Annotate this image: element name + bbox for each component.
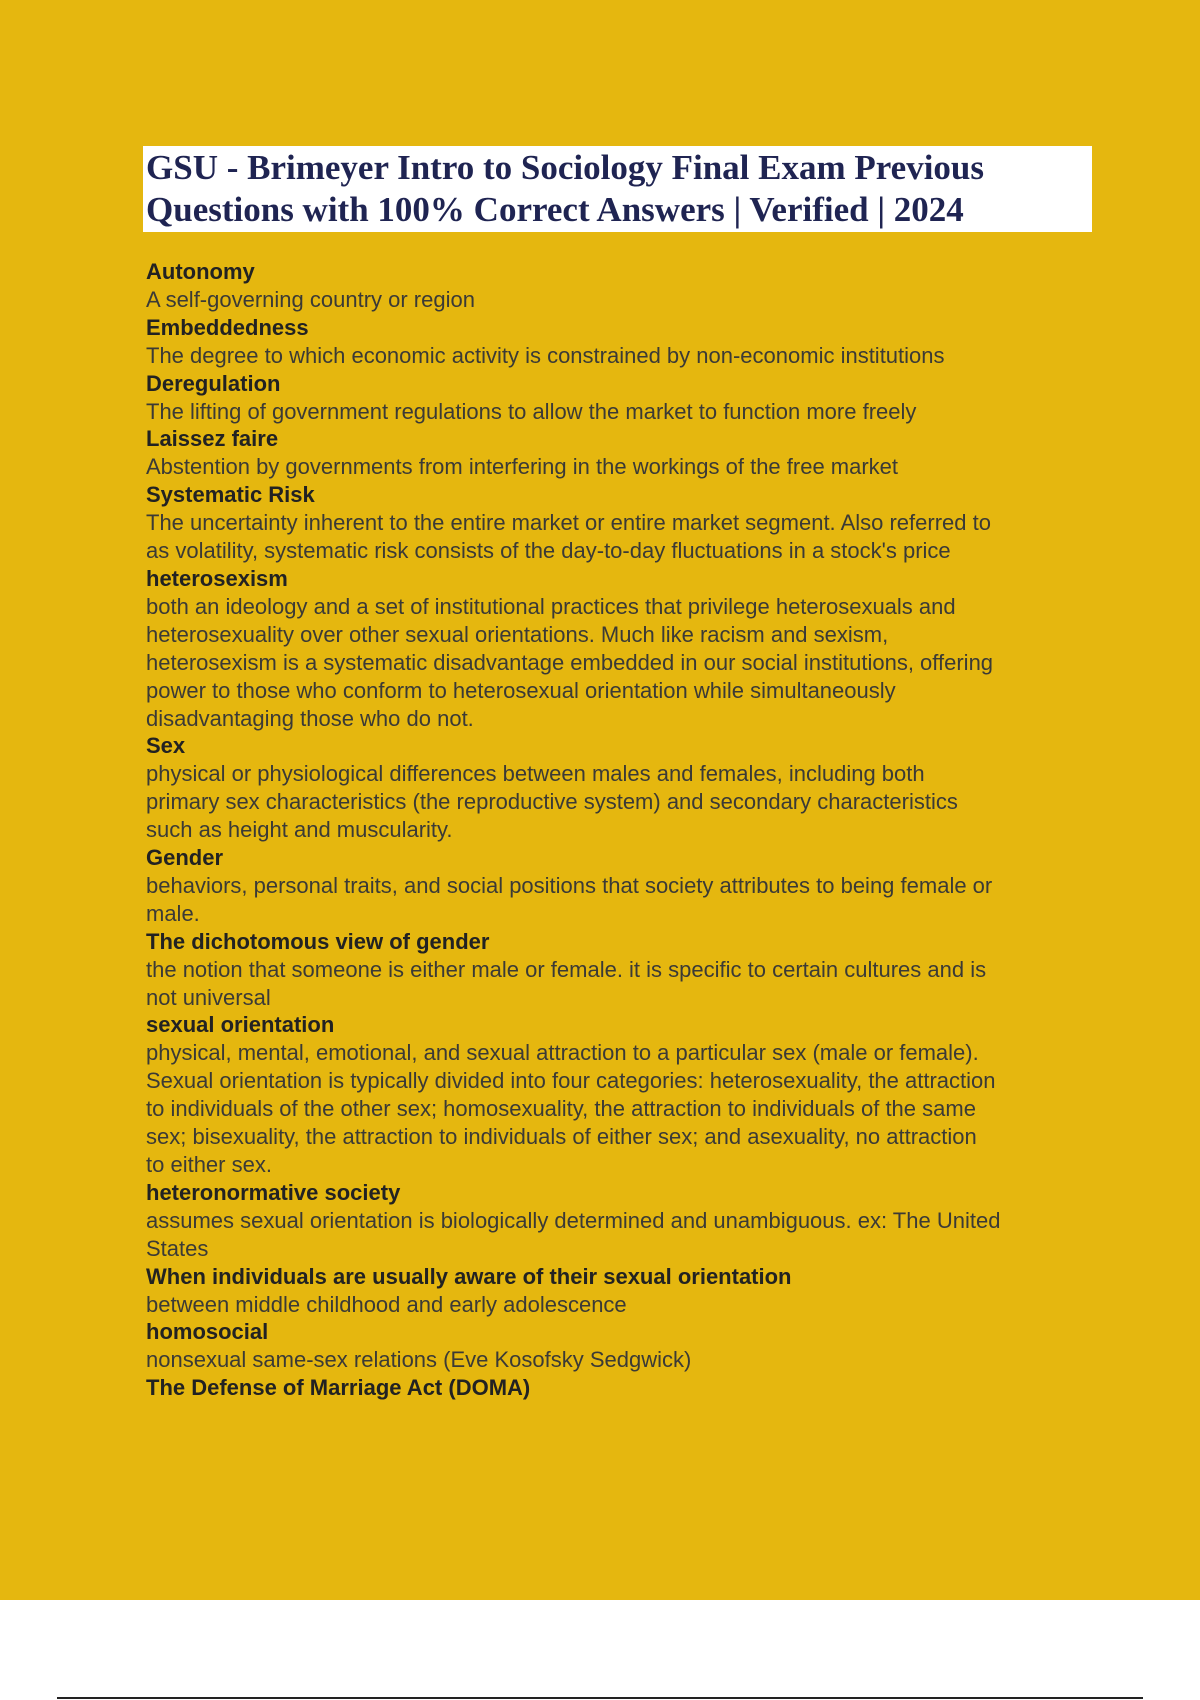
glossary-entry (146, 565, 1091, 732)
glossary-entry (146, 370, 1091, 426)
term-heading: homosocial (146, 1319, 269, 1345)
definition-line: to individuals of the other sex; homosexuality, the attraction to individuals of the same (146, 1096, 976, 1122)
term-heading: Embeddedness (146, 314, 309, 340)
definition-line: sex; bisexuality, the attraction to individuals of either sex; and asexuality, no attraction (146, 1124, 977, 1150)
definition-line: heterosexuality over other sexual orientations. Much like racism and sexism, (146, 621, 889, 647)
definition-line: power to those who conform to heterosexual orientation while simultaneously (146, 677, 896, 703)
definition-line: Sexual orientation is typically divided into four categories: heterosexuality, the attraction (146, 1068, 996, 1094)
definition-line: between middle childhood and early adolescence (146, 1291, 627, 1317)
glossary-entry (146, 928, 1091, 1012)
glossary-entry (146, 1179, 1091, 1263)
definition-line: male. (146, 900, 200, 926)
title-line-2: Questions with 100% Correct Answers | Verified | 2024 (146, 190, 964, 229)
definition-line: disadvantaging those who do not. (146, 705, 474, 731)
term-heading: sexual orientation (146, 1012, 335, 1038)
definition-line: A self-governing country or region (146, 286, 475, 312)
definition-line: behaviors, personal traits, and social positions that society attributes to being female or (146, 872, 993, 898)
definition-line: nonsexual same-sex relations (Eve Kosofsky Sedgwick) (146, 1347, 692, 1373)
glossary-entry (146, 1374, 1091, 1402)
definition-line: Abstention by governments from interfering in the workings of the free market (146, 454, 899, 480)
footer-divider (57, 1697, 1143, 1699)
definition-line: the notion that someone is either male or female. it is specific to certain cultures and is (146, 956, 987, 982)
definition-line: primary sex characteristics (the reproductive system) and secondary characteristics (146, 789, 958, 815)
term-heading: When individuals are usually aware of their sexual orientation (146, 1263, 792, 1289)
glossary-entry (146, 732, 1091, 844)
term-heading: The Defense of Marriage Act (DOMA) (146, 1375, 531, 1401)
term-heading: heterosexism (146, 565, 288, 591)
glossary-entry (146, 1318, 1091, 1374)
definition-line: as volatility, systematic risk consists of the day-to-day fluctuations in a stock's price (146, 538, 951, 564)
definition-line: physical, mental, emotional, and sexual attraction to a particular sex (male or female). (146, 1040, 979, 1066)
term-heading: heteronormative society (146, 1179, 401, 1205)
term-heading: Gender (146, 845, 224, 871)
glossary-entry (146, 314, 1091, 370)
definition-line: assumes sexual orientation is biologically determined and unambiguous. ex: The United (146, 1207, 1001, 1233)
term-heading: Laissez faire (146, 426, 279, 452)
glossary-entry (146, 844, 1091, 928)
glossary-entry (146, 481, 1091, 565)
glossary-list (146, 258, 1091, 1402)
term-heading: The dichotomous view of gender (146, 928, 490, 954)
glossary-entry (146, 1011, 1091, 1178)
definition-line: The degree to which economic activity is constrained by non-economic institutions (146, 342, 945, 368)
definition-line: not universal (146, 984, 271, 1010)
term-heading: Systematic Risk (146, 482, 315, 508)
definition-line: both an ideology and a set of institutional practices that privilege heterosexuals and (146, 593, 956, 619)
glossary-entry (146, 258, 1091, 314)
definition-line: The uncertainty inherent to the entire market or entire market segment. Also referred to (146, 510, 991, 536)
definition-line: physical or physiological differences between males and females, including both (146, 761, 925, 787)
term-heading: Autonomy (146, 259, 255, 284)
definition-line: States (146, 1235, 209, 1261)
definition-line: such as height and muscularity. (146, 817, 453, 843)
glossary-entry (146, 1263, 1091, 1319)
definition-line: heterosexism is a systematic disadvantage embedded in our social institutions, offering (146, 649, 994, 675)
definition-line: to either sex. (146, 1152, 272, 1177)
document-title (143, 146, 1092, 232)
title-line-1: GSU - Brimeyer Intro to Sociology Final Exam Previous (146, 148, 985, 187)
term-heading: Deregulation (146, 370, 281, 396)
glossary-entry (146, 425, 1091, 481)
term-heading: Sex (146, 733, 186, 759)
definition-line: The lifting of government regulations to allow the market to function more freely (146, 398, 917, 424)
